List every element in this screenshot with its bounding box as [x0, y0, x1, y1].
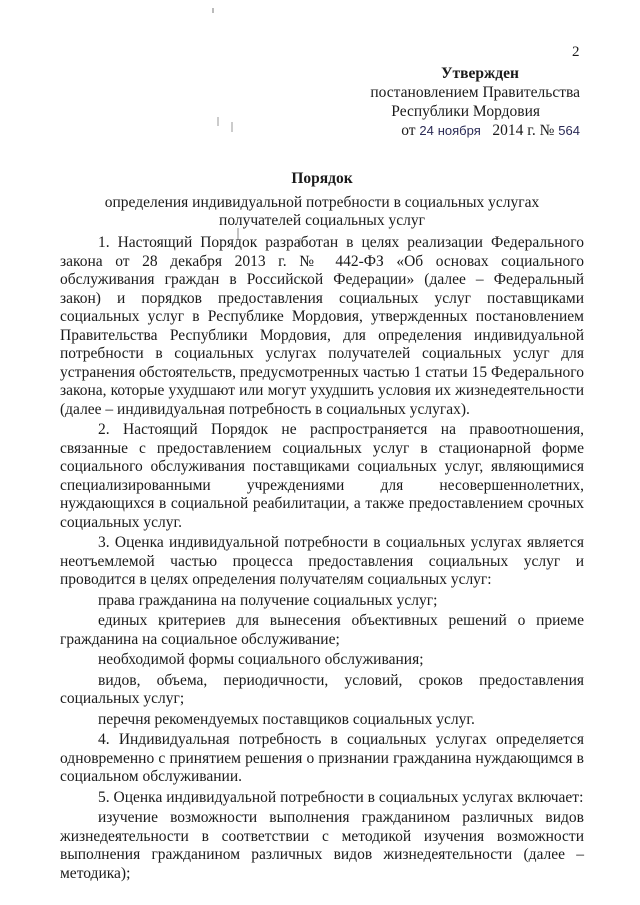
- document-body: [60, 234, 584, 885]
- list-item: необходимой формы социального обслуживания;: [98, 651, 424, 668]
- paragraph-4: 4. Индивидуальная потребность в социальных услугах определяется одновременно с принятием решения о признании гражданина нуждающимся в социальном обслуживании.: [60, 731, 584, 785]
- approval-line-2: Республики Мордовия: [391, 103, 540, 120]
- paragraph-5: 5. Оценка индивидуальной потребности в социальных услугах включает:: [98, 788, 584, 806]
- approval-title: Утвержден: [441, 65, 519, 82]
- list-item: единых критериев для вынесения объективных решений о приеме гражданина на социальное обслуживание;: [60, 612, 584, 648]
- approval-date: [340, 121, 580, 140]
- approval-line-1: постановлением Правительства: [370, 84, 580, 101]
- title-sub-2: получателей социальных услуг: [219, 212, 425, 229]
- list-item: изучение возможности выполнения гражданином различных видов жизнедеятельности в соответствии с методикой изучения возможности выполнения гражданином различных видов жизнедеятельности (далее – методика);: [60, 809, 584, 882]
- date-number: 564: [558, 123, 580, 138]
- date-prefix: от: [401, 122, 416, 139]
- paragraph-2: 2. Настоящий Порядок не распространяется на правоотношения, связанные с предоставлением социальных услуг в стационарной форме социального обслуживания поставщиками социальных услуг, являющимися специализированными учреждениями для несовершеннолетних, нуждающихся в социальной реабилитации, а также предоставлением срочных социальных услуг.: [60, 421, 584, 531]
- title-main: Порядок: [291, 170, 353, 187]
- page-number: 2: [572, 44, 580, 60]
- approval-stamp: [340, 64, 580, 140]
- list-item: права гражданина на получение социальных услуг;: [98, 591, 438, 609]
- document-title: [60, 170, 584, 230]
- title-sub-1: определения индивидуальной потребности в социальных услугах: [104, 194, 540, 211]
- date-day: 24: [419, 123, 434, 138]
- paragraph-3: 3. Оценка индивидуальной потребности в социальных услугах является неотъемлемой частью процесса предоставления социальных услуг и проводится в целях определения получателям социальных услуг:: [60, 534, 584, 588]
- date-month: ноября: [437, 123, 481, 138]
- list-item: видов, объема, периодичности, условий, сроков предоставления социальных услуг;: [60, 671, 584, 707]
- list-item: перечня рекомендуемых поставщиков социальных услуг.: [98, 710, 475, 728]
- paragraph-1: 1. Настоящий Порядок разработан в целях реализации Федерального закона от 28 декабря 2013 г. № 442-ФЗ «Об основах социального обслуживания граждан в Российской Федерации» (далее – Федеральный закон) и порядков предоставления социальных услуг поставщиками социальных услуг в Республике Мордовия, утвержденных постановлением Правительства Республики Мордовия, для определения индивидуальной потребности в социальных услугах получателей социальных услуг для устранения обстоятельств, предусмотренных частью 1 статьи 15 Федерального закона, которые ухудшают или могут ухудшить условия их жизнедеятельности (далее – индивидуальная потребность в социальных услугах).: [60, 234, 584, 418]
- date-year: 2014 г. №: [492, 122, 555, 139]
